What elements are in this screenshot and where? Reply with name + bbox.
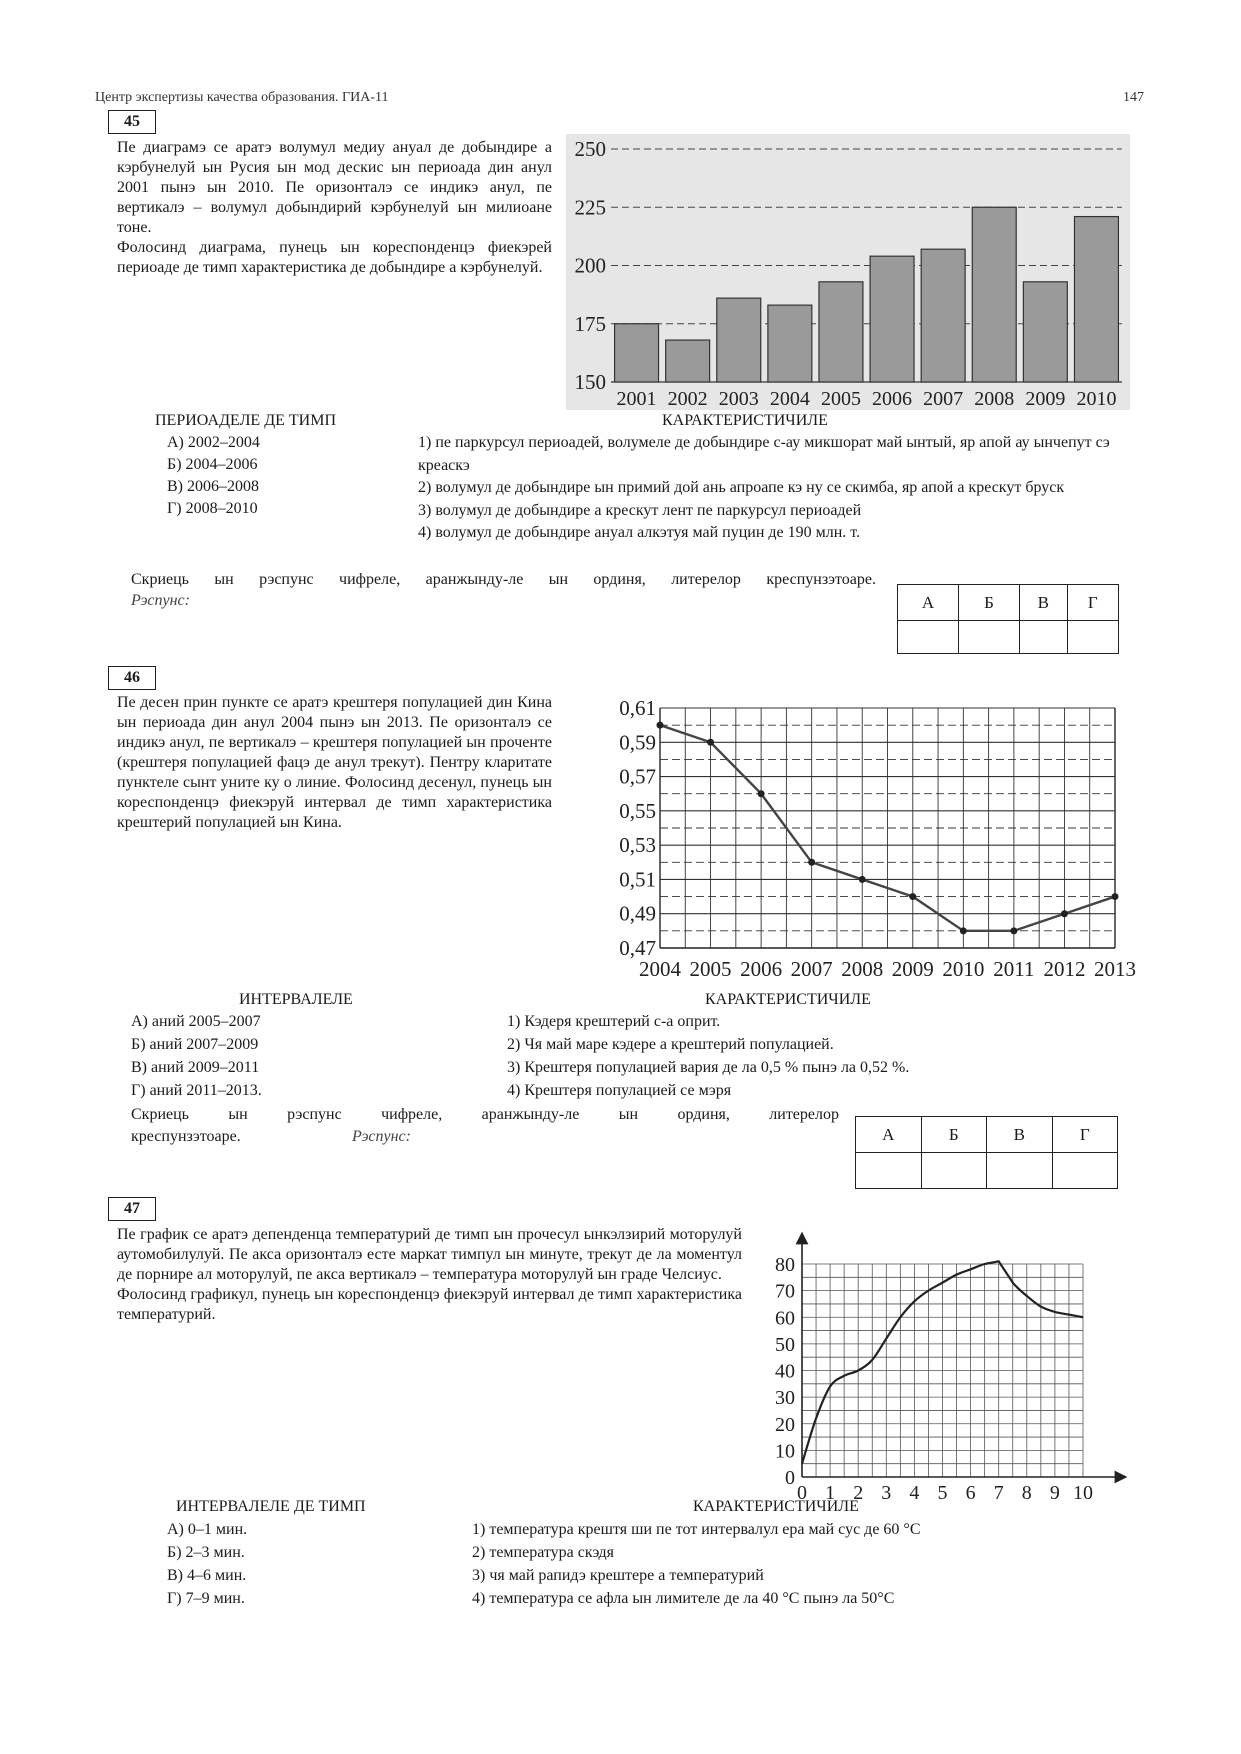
x-tick-label: 2004 xyxy=(769,388,810,410)
x-tick-label: 2011 xyxy=(993,957,1035,981)
population-growth-line-chart xyxy=(605,696,1136,986)
x-tick-label: 2008 xyxy=(841,957,884,981)
x-tick-label: 2007 xyxy=(923,388,964,410)
q47-intervals xyxy=(167,1518,247,1610)
data-point xyxy=(909,893,916,900)
q46-answer-label: Рэспунс: xyxy=(352,1128,411,1145)
bar xyxy=(1023,282,1067,382)
q46-instruction-line2: креспунзэтоаре. xyxy=(131,1128,241,1145)
answer-cell-a[interactable] xyxy=(898,621,959,654)
q45-right-title: КАРАКТЕРИСТИЧИЛЕ xyxy=(662,412,828,429)
characteristic-3: 3) Крештеря популацией вария де ла 0,5 % пынэ ла 0,52 %. xyxy=(507,1059,910,1076)
q45-characteristics xyxy=(418,432,1118,545)
bar xyxy=(819,282,863,382)
x-tick-label: 2006 xyxy=(740,957,783,981)
q46-instruction-line1: Скриець ын рэспунс чифреле, аранжынду-ле ын ординя, литерелор xyxy=(131,1106,839,1123)
bar xyxy=(717,298,761,382)
q46-intervals xyxy=(131,1010,262,1102)
x-tick-label: 2010 xyxy=(942,957,985,981)
x-tick-label: 6 xyxy=(965,1482,976,1504)
period-a: А) 2002–2004 xyxy=(167,434,260,451)
y-tick-label: 0,61 xyxy=(619,696,656,720)
page-header-title: Центр экспертизы качества образования. ГИА-11 xyxy=(95,90,389,105)
y-tick-label: 10 xyxy=(775,1440,795,1463)
q47-characteristics xyxy=(472,1518,920,1610)
answer-cell-c[interactable] xyxy=(987,1153,1053,1189)
y-tick-label: 50 xyxy=(775,1333,795,1356)
data-point xyxy=(808,859,815,866)
engine-temperature-chart xyxy=(755,1230,1125,1504)
y-tick-label: 0 xyxy=(785,1467,795,1489)
y-tick-label: 150 xyxy=(574,370,606,394)
period-d: Г) 2008–2010 xyxy=(167,500,258,517)
y-tick-label: 175 xyxy=(574,311,606,336)
answer-cell-b[interactable] xyxy=(959,621,1020,654)
q47-text-p2: Фолосинд графикул, пунець ын кореспонденцэ фиекэруй интервал де тимп характеристика температурий. xyxy=(117,1286,742,1323)
x-tick-label: 0 xyxy=(797,1482,807,1504)
question-number-45: 45 xyxy=(108,110,156,134)
q45-text xyxy=(117,138,552,278)
bar xyxy=(666,340,710,382)
interval-a: А) 0–1 мин. xyxy=(167,1521,248,1538)
answer-header-a: А xyxy=(898,585,959,621)
y-tick-label: 0,49 xyxy=(619,901,656,926)
q45-answer-label: Рэспунс: xyxy=(131,592,190,609)
answer-header-b: Б xyxy=(959,585,1020,621)
answer-cell-a[interactable] xyxy=(856,1153,922,1189)
data-point xyxy=(707,739,714,746)
data-point xyxy=(1061,910,1068,917)
x-tick-label: 2001 xyxy=(616,388,657,410)
y-tick-label: 60 xyxy=(775,1307,795,1330)
data-point xyxy=(758,790,765,797)
bar xyxy=(1074,217,1118,382)
bar xyxy=(615,324,659,382)
page-number: 147 xyxy=(1123,90,1144,105)
x-tick-label: 9 xyxy=(1049,1482,1060,1504)
x-tick-label: 2010 xyxy=(1076,388,1117,410)
x-tick-label: 2005 xyxy=(820,388,861,410)
x-tick-label: 2004 xyxy=(639,957,681,981)
data-point xyxy=(1010,927,1017,934)
interval-a: А) аний 2005–2007 xyxy=(131,1013,261,1030)
x-tick-label: 2009 xyxy=(1025,388,1066,410)
interval-c: В) 4–6 мин. xyxy=(167,1567,247,1584)
characteristic-4: 4) волумул де добындире ануал алкэтуя май пуцин де 190 млн. т. xyxy=(418,524,861,541)
characteristic-1: 1) Кэдеря крештерий с-а оприт. xyxy=(507,1013,721,1030)
y-tick-label: 0,53 xyxy=(619,833,656,858)
x-tick-label: 2005 xyxy=(689,957,732,981)
x-tick-label: 3 xyxy=(881,1482,892,1504)
period-c: В) 2006–2008 xyxy=(167,478,259,495)
question-number-47: 47 xyxy=(108,1197,156,1221)
x-tick-label: 2007 xyxy=(790,957,833,981)
answer-header-c: В xyxy=(987,1117,1053,1153)
x-tick-label: 2013 xyxy=(1094,957,1136,981)
answer-header-a: А xyxy=(856,1117,922,1153)
bar xyxy=(768,305,812,382)
y-tick-label: 0,59 xyxy=(619,730,656,755)
characteristic-1: 1) температура крештя ши пе тот интервалул ера май сус де 60 °С xyxy=(472,1521,921,1538)
q47-right-title: КАРАКТЕРИСТИЧИЛЕ xyxy=(693,1498,859,1515)
q46-characteristics xyxy=(507,1010,909,1102)
x-tick-label: 2012 xyxy=(1043,957,1086,981)
x-tick-label: 5 xyxy=(937,1482,948,1504)
bar xyxy=(972,207,1016,382)
y-tick-label: 225 xyxy=(574,195,606,220)
interval-c: В) аний 2009–2011 xyxy=(131,1059,260,1076)
x-tick-label: 2002 xyxy=(667,388,708,410)
x-tick-label: 7 xyxy=(993,1482,1004,1504)
characteristic-2: 2) температура скэдя xyxy=(472,1544,614,1561)
x-tick-label: 10 xyxy=(1073,1482,1093,1504)
y-tick-label: 20 xyxy=(775,1413,795,1436)
q46-right-title: КАРАКТЕРИСТИЧИЛЕ xyxy=(705,991,871,1008)
answer-cell-d[interactable] xyxy=(1067,621,1118,654)
y-tick-label: 0,47 xyxy=(619,936,656,960)
interval-d: Г) аний 2011–2013. xyxy=(131,1082,262,1099)
characteristic-2: 2) Чя май маре кэдере а крештерий популацией. xyxy=(507,1036,834,1053)
question-number-46: 46 xyxy=(108,666,156,690)
coal-bar-chart xyxy=(566,134,1130,410)
characteristic-3: 3) волумул де добындире а крескут лент пе паркурсул периоадей xyxy=(418,501,862,519)
bar xyxy=(870,256,914,382)
data-point xyxy=(960,927,967,934)
x-tick-label: 2 xyxy=(853,1482,864,1504)
x-tick-label: 2003 xyxy=(718,388,759,410)
q45-text-p2: Фолосинд диаграма, пунець ын кореспонденцэ фиекэрей периоаде де тимп характеристика де добындире а кэрбунелуй. xyxy=(117,239,552,276)
interval-b: Б) аний 2007–2009 xyxy=(131,1036,259,1053)
q45-text-p1: Пе диаграмэ се аратэ волумул медиу ануал де добындире а кэрбунелуй ын Русия ын мод дескис ын периоада дин анул 2001 пынэ ын 2010. Пе оризонталэ се индикэ анул, пе вертикалэ – волумул добындирий кэрбунелуй ын милиоане тоне. xyxy=(117,139,552,236)
characteristic-2: 2) волумул де добындире ын примий дой ань апроапе кэ ну се скимба, яр апой а крескут бруск xyxy=(418,479,1065,496)
y-tick-label: 0,51 xyxy=(619,867,656,892)
y-tick-label: 80 xyxy=(775,1254,795,1276)
x-tick-label: 2006 xyxy=(872,388,913,410)
answer-cell-b[interactable] xyxy=(921,1153,986,1189)
answer-cell-d[interactable] xyxy=(1052,1153,1118,1189)
y-tick-label: 40 xyxy=(775,1360,795,1383)
bar xyxy=(921,249,965,382)
q47-left-title: ИНТЕРВАЛЕЛЕ ДЕ ТИМП xyxy=(176,1498,366,1515)
q45-periods xyxy=(167,432,260,520)
q46-left-title: ИНТЕРВАЛЕЛЕ xyxy=(239,991,353,1008)
x-tick-label: 2009 xyxy=(891,957,934,981)
interval-d: Г) 7–9 мин. xyxy=(167,1590,245,1607)
characteristic-4: 4) температура се афла ын лимителе де ла 40 °С пынэ ла 50°С xyxy=(472,1590,895,1607)
interval-b: Б) 2–3 мин. xyxy=(167,1544,245,1561)
answer-header-d: Г xyxy=(1067,585,1118,621)
data-point xyxy=(657,722,664,729)
y-tick-label: 250 xyxy=(574,137,606,161)
data-point xyxy=(859,876,866,883)
q45-left-title: ПЕРИОАДЕЛЕ ДЕ ТИМП xyxy=(155,412,336,429)
answer-header-c: В xyxy=(1020,585,1068,621)
characteristic-3: 3) чя май рапидэ крештере а температурий xyxy=(472,1567,764,1584)
period-b: Б) 2004–2006 xyxy=(167,456,258,473)
y-tick-label: 0,55 xyxy=(619,798,656,823)
y-tick-label: 70 xyxy=(775,1280,795,1303)
answer-header-d: Г xyxy=(1052,1117,1118,1153)
q46-text: Пе десен прин пункте се аратэ крештеря популацией дин Кина ын периоада дин анул 2004 пынэ ын 2013. Пе оризонталэ се индикэ анул, пе вертикалэ – крештеря популацией ын проченте (крештеря популацией фацэ де анул трекут). Пентру кларитате пунктеле сынт уните ку о линие. Фолосинд десенул, пунець ын кореспонденцэ фиекэруй интервал де тимп характеристика крештерий популацией ын Кина. xyxy=(117,694,552,831)
y-tick-label: 0,57 xyxy=(619,764,656,789)
q46-answer-table xyxy=(855,1116,1118,1189)
x-tick-label: 1 xyxy=(825,1482,836,1504)
characteristic-4: 4) Крештеря популацией се мэря xyxy=(507,1082,732,1099)
q47-text-p1: Пе график се аратэ депенденца температурий де тимп ын прочесул ынкэлзирий моторулуй аутомобилулуй. Пе акса оризонталэ есте маркат тимпул ын минуте, трекут де ла моментул де порнире ал моторулуй, пе акса вертикалэ – температура моторулуй ын граде Челсиус. xyxy=(117,1226,742,1283)
x-tick-label: 8 xyxy=(1021,1482,1032,1504)
x-tick-label: 2008 xyxy=(974,388,1015,410)
answer-header-b: Б xyxy=(921,1117,986,1153)
q47-text xyxy=(117,1225,742,1325)
q45-answer-table xyxy=(897,584,1119,654)
y-tick-label: 30 xyxy=(775,1387,795,1410)
q45-instruction: Скриець ын рэспунс чифреле, аранжынду-ле ын ординя, литерелор креспунзэтоаре. xyxy=(131,571,876,588)
characteristic-1: 1) пе паркурсул периоадей, волумеле де добындире с-ау микшорат май ынтый, яр апой ау ынчепут сэ креаскэ xyxy=(418,434,1110,474)
x-tick-label: 4 xyxy=(909,1482,920,1504)
answer-cell-c[interactable] xyxy=(1020,621,1068,654)
data-point xyxy=(1112,893,1119,900)
y-tick-label: 200 xyxy=(574,253,606,278)
